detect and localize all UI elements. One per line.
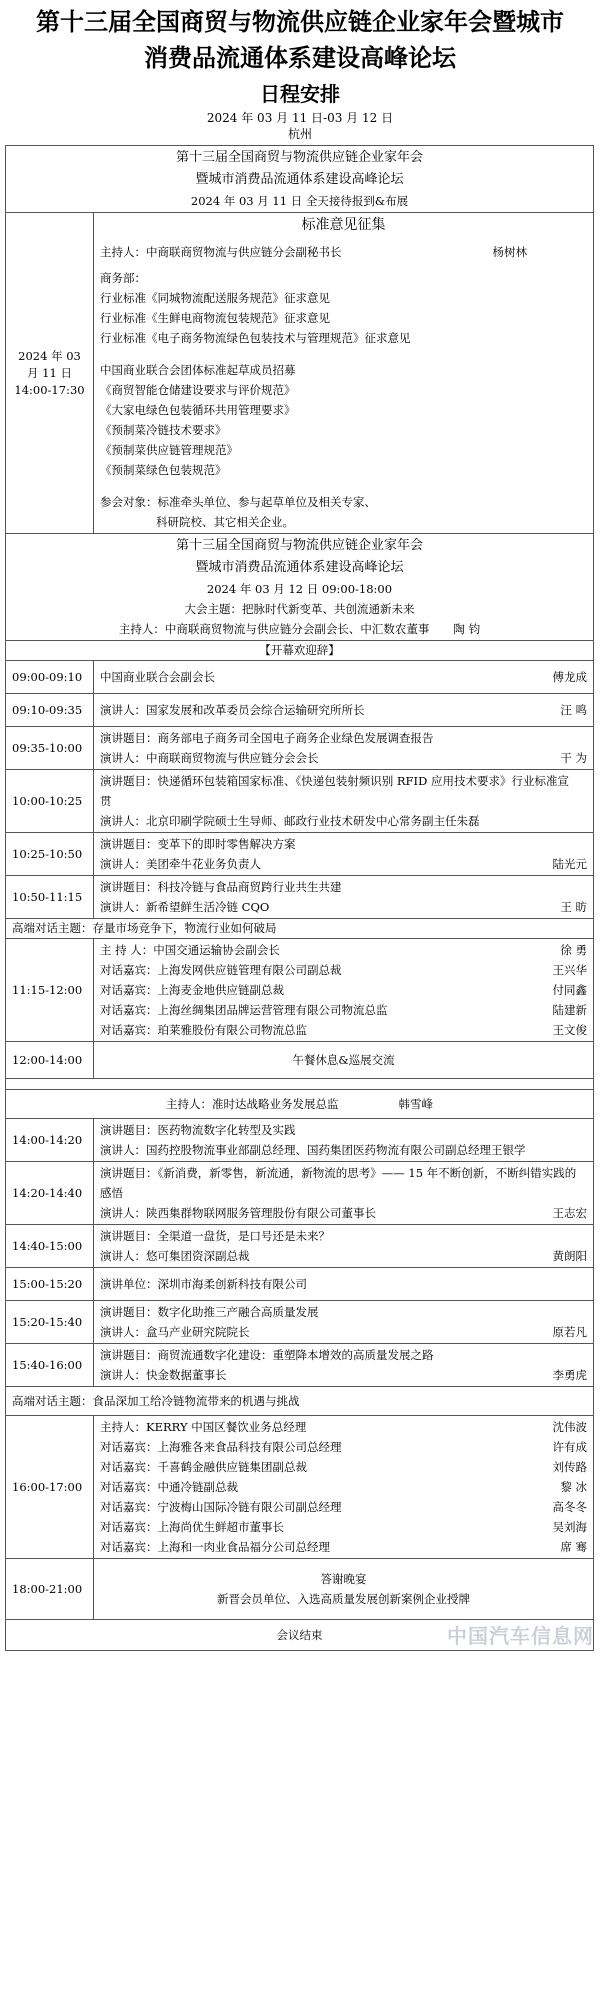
session-line-text: 演讲单位：深圳市海柔创新科技有限公司 [100, 1277, 307, 1291]
session-line [100, 700, 587, 720]
session-line-text: 演讲人：美团牵牛花业务负责人 [100, 857, 261, 871]
session-row [6, 1162, 594, 1225]
session-row [6, 1119, 594, 1162]
dialog1-row [6, 939, 594, 1042]
dialog-line [100, 1020, 587, 1040]
lunch-text: 午餐休息&巡展交流 [94, 1042, 594, 1079]
day2-host [12, 619, 587, 639]
dialog-line [100, 980, 587, 1000]
guest-name: 刘传路 [552, 1460, 587, 1474]
guest-name: 徐 勇 [560, 943, 587, 957]
session-content [94, 661, 594, 694]
guest-name: 沈伟波 [552, 1420, 587, 1434]
session-line-text: 演讲题目：《新消费，新零售，新流通，新物流的思考》—— 15 年不断创新，不断纠错实践的感悟 [100, 1166, 577, 1200]
speaker-name: 陆光元 [552, 857, 587, 871]
dialog-line-text: 对话嘉宾：珀莱雅股份有限公司物流总监 [100, 1023, 307, 1037]
guest-name: 陆建新 [552, 1003, 587, 1017]
session-line-text: 演讲题目：变革下的即时零售解决方案 [100, 837, 296, 851]
guest-name: 许有成 [552, 1440, 587, 1454]
dialog-line [100, 1417, 587, 1437]
afternoon-host-label: 主持人：准时达战略业务发展总监 [166, 1096, 339, 1111]
day1-host-name: 杨树林 [492, 245, 527, 259]
dialog2-row [6, 1416, 594, 1559]
dinner-title: 答谢晚宴 [320, 1572, 367, 1586]
dialog2-lines [94, 1416, 594, 1559]
day1-note: 2024 年 03 月 11 日 全天接待报到&布展 [190, 194, 409, 208]
group-standard-label: 中国商业联合会团体标准起草成员招募 [100, 363, 296, 377]
session-line-text: 演讲题目：医药物流数字化转型及实践 [100, 1123, 296, 1137]
session-line-text: 演讲人：盒马产业研究院院长 [100, 1325, 250, 1339]
session-line-text: 演讲题目：商贸流通数字化建设：重塑降本增效的高质量发展之路 [100, 1348, 434, 1362]
session-line [100, 1274, 587, 1294]
session-line [100, 1120, 587, 1140]
dialog-line-text: 对话嘉宾：上海发网供应链管理有限公司副总裁 [100, 963, 342, 977]
day1-title-2: 暨城市消费品流通体系建设高峰论坛 [195, 172, 404, 187]
day2-title-2: 暨城市消费品流通体系建设高峰论坛 [195, 560, 404, 575]
session-line [100, 897, 587, 917]
session-row [6, 1268, 594, 1301]
dialog-line-text: 对话嘉宾：千喜鹤金融供应链集团副总裁 [100, 1460, 307, 1474]
dialog1-time: 11:15-12:00 [6, 939, 94, 1042]
session-line [100, 667, 587, 687]
event-date: 2024 年 03 月 11 日-03 月 12 日 [206, 111, 394, 125]
dinner-text: 新晋会员单位、入选高质量发展创新案例企业授牌 [217, 1592, 470, 1606]
session-line [100, 1345, 587, 1365]
session-content [94, 770, 594, 833]
standard-item: 行业标准《电子商务物流绿色包装技术与管理规范》征求意见 [100, 331, 411, 345]
dialog-line-text: 对话嘉宾：上海雅各来食品科技有限公司总经理 [100, 1440, 342, 1454]
dialog-line-text: 对话嘉宾：中通冷链副总裁 [100, 1480, 238, 1494]
day1-host [100, 242, 587, 262]
session-content [94, 694, 594, 727]
session-line-text: 演讲人：国家发展和改革委员会综合运输研究所所长 [100, 703, 365, 717]
opening-row [6, 641, 594, 661]
session-line [100, 728, 587, 748]
session-row [6, 770, 594, 833]
day2-theme: 大会主题：把脉时代新变革、共创流通新未来 [184, 602, 415, 616]
dialog-line-text: 对话嘉宾：上海和一肉业食品福分公司总经理 [100, 1540, 330, 1554]
meeting-end: 会议结束 [6, 1620, 594, 1651]
title-line-2: 消费品流通体系建设高峰论坛 [144, 44, 456, 72]
day1-session-time-text: 2024 年 03 月 11 日 14:00-17:30 [14, 348, 85, 397]
day1-title-1: 第十三届全国商贸与物流供应链企业家年会 [175, 150, 423, 165]
dialog-line-text: 对话嘉宾：上海尚优生鲜超市董事长 [100, 1520, 284, 1534]
session-content [94, 1344, 594, 1387]
session-line [100, 854, 587, 874]
session-content [94, 1301, 594, 1344]
session-line [100, 834, 587, 854]
group-standard-item: 《大家电绿色包装循环共用管理要求》 [100, 403, 296, 417]
day2-host-label: 主持人：中商联商贸物流与供应链分会副会长、中汇数农董事 [118, 622, 430, 636]
guest-name: 吴刘海 [552, 1520, 587, 1534]
session-line-text: 演讲题目：科技冷链与食品商贸跨行业共生共建 [100, 880, 342, 894]
session-time: 09:10-09:35 [6, 694, 94, 727]
afternoon-sessions [6, 1119, 594, 1387]
session-line-text: 演讲人：陕西集群物联网服务管理股份有限公司董事长 [100, 1206, 376, 1220]
speaker-name: 干 为 [560, 751, 587, 765]
mofcom-label: 商务部： [100, 271, 146, 285]
dialog-line [100, 1477, 587, 1497]
guest-name: 高冬冬 [552, 1500, 587, 1514]
session-time: 09:00-09:10 [6, 661, 94, 694]
dialog-line [100, 1437, 587, 1457]
group-standard-item: 《预制菜绿色包装规范》 [100, 463, 227, 477]
session-row [6, 1225, 594, 1268]
attendees-line-2: 科研院校、其它相关企业。 [156, 515, 294, 529]
dialog1-title: 高端对话主题：存量市场竞争下，物流行业如何破局 [6, 919, 594, 939]
spacer-row [6, 1079, 594, 1090]
afternoon-host-row [6, 1090, 594, 1119]
session-line-text: 演讲人：中商联商贸物流与供应链分会会长 [100, 751, 319, 765]
watermark: 中国汽车信息网 [447, 1624, 594, 1648]
session-row [6, 833, 594, 876]
guest-name: 王文俊 [552, 1023, 587, 1037]
afternoon-host-name: 韩雪峰 [398, 1096, 433, 1111]
day2-header-row [6, 534, 594, 641]
day1-session-title: 标准意见征集 [301, 217, 386, 233]
session-time: 15:00-15:20 [6, 1268, 94, 1301]
day1-header-row [6, 146, 594, 213]
session-line-text: 演讲题目：快递循环包装箱国家标准、《快递包装射频识别 RFID 应用技术要求》行业标准宣贯 [100, 774, 569, 808]
session-line [100, 811, 587, 831]
session-line-text: 演讲题目：数字化助推三产融合高质量发展 [100, 1305, 319, 1319]
session-time: 14:20-14:40 [6, 1162, 94, 1225]
dialog-line-text: 对话嘉宾：上海丝绸集团品牌运营管理有限公司物流总监 [100, 1003, 388, 1017]
session-time: 09:35-10:00 [6, 727, 94, 770]
standard-item: 行业标准《生鲜电商物流包装规范》征求意见 [100, 311, 330, 325]
session-row [6, 694, 594, 727]
dialog-line-text: 主持人：KERRY 中国区餐饮业务总经理 [100, 1420, 307, 1434]
dialog-line [100, 1000, 587, 1020]
speaker-name: 傅龙成 [552, 670, 587, 684]
session-line [100, 877, 587, 897]
dinner-content [94, 1559, 594, 1620]
session-content [94, 876, 594, 919]
dialog-line [100, 1517, 587, 1537]
session-content [94, 1225, 594, 1268]
session-line-text: 中国商业联合会副会长 [100, 670, 215, 684]
session-line [100, 1163, 587, 1203]
guest-name: 王兴华 [552, 963, 587, 977]
dialog-line [100, 1497, 587, 1517]
speaker-name: 原若凡 [552, 1325, 587, 1339]
schedule-subtitle: 日程安排 [260, 82, 340, 106]
dialog2-time: 16:00-17:00 [6, 1416, 94, 1559]
dialog2-title: 高端对话主题：食品深加工给冷链物流带来的机遇与挑战 [6, 1387, 594, 1416]
afternoon-host [6, 1090, 594, 1119]
day1-header [6, 146, 594, 213]
session-row [6, 876, 594, 919]
dinner-row [6, 1559, 594, 1620]
lunch-time: 12:00-14:00 [6, 1042, 94, 1079]
lunch-row [6, 1042, 594, 1079]
day2-title-1: 第十三届全国商贸与物流供应链企业家年会 [175, 538, 423, 553]
title-line-1: 第十三届全国商贸与物流供应链企业家年会暨城市 [36, 8, 564, 36]
session-line [100, 1226, 587, 1246]
session-line-text: 演讲人：快金数据董事长 [100, 1368, 227, 1382]
session-line [100, 1246, 587, 1266]
session-line-text: 演讲人：北京印刷学院硕士生导师、邮政行业技术研发中心常务副主任朱磊 [100, 814, 480, 828]
opening-title: 【开幕欢迎辞】 [6, 641, 594, 661]
dialog1-title-row [6, 919, 594, 939]
speaker-name: 王 昉 [560, 900, 587, 914]
schedule-table [5, 145, 594, 1651]
session-content [94, 1268, 594, 1301]
page-title [6, 4, 594, 76]
session-line-text: 演讲题目：全渠道一盘货，是口号还是未来？ [100, 1229, 330, 1243]
session-time: 10:25-10:50 [6, 833, 94, 876]
day2-date: 2024 年 03 月 12 日 09:00-18:00 [206, 582, 393, 596]
day1-session-content [94, 213, 594, 534]
group-standard-item: 《预制菜冷链技术要求》 [100, 423, 227, 437]
session-line-text: 演讲人：新希望鲜生活冷链 CQO [100, 900, 270, 914]
session-time: 10:50-11:15 [6, 876, 94, 919]
speaker-name: 黄朗阳 [552, 1249, 587, 1263]
dialog-line-text: 对话嘉宾：上海麦金地供应链副总裁 [100, 983, 284, 997]
session-line [100, 771, 587, 811]
session-time: 14:00-14:20 [6, 1119, 94, 1162]
session-time: 14:40-15:00 [6, 1225, 94, 1268]
session-line [100, 1203, 587, 1223]
session-row [6, 1344, 594, 1387]
speaker-name: 李勇虎 [552, 1368, 587, 1382]
dialog2-title-row [6, 1387, 594, 1416]
speaker-name: 汪 鸣 [560, 703, 587, 717]
day1-session-row [6, 213, 594, 534]
day1-host-label: 主持人：中商联商贸物流与供应链分会副秘书长 [100, 245, 342, 259]
dialog-line-text: 主 持 人：中国交通运输协会副会长 [100, 943, 280, 957]
dialog-line-text: 对话嘉宾：宁波梅山国际冷链有限公司副总经理 [100, 1500, 342, 1514]
session-content [94, 727, 594, 770]
day2-header [6, 534, 594, 641]
dialog-line [100, 940, 587, 960]
dinner-time: 18:00-21:00 [6, 1559, 94, 1620]
event-city: 杭州 [287, 127, 312, 141]
dialog-line [100, 1457, 587, 1477]
standard-item: 行业标准《同城物流配送服务规范》征求意见 [100, 291, 330, 305]
group-standard-item: 《商贸智能仓储建设要求与评价规范》 [100, 383, 296, 397]
session-row [6, 727, 594, 770]
morning-sessions [6, 661, 594, 919]
dialog1-lines [94, 939, 594, 1042]
session-content [94, 1119, 594, 1162]
dialog-line [100, 960, 587, 980]
dialog-line [100, 1537, 587, 1557]
session-content [94, 833, 594, 876]
session-line-text: 演讲题目：商务部电子商务司全国电子商务企业绿色发展调查报告 [100, 731, 434, 745]
session-line-text: 演讲人：悠可集团资深副总裁 [100, 1249, 250, 1263]
session-line [100, 1140, 587, 1160]
session-line [100, 1322, 587, 1342]
session-line [100, 1365, 587, 1385]
header [0, 4, 600, 142]
attendees-line-1: 参会对象：标准牵头单位、参与起草单位及相关专家、 [100, 495, 376, 509]
session-line [100, 748, 587, 768]
session-content [94, 1162, 594, 1225]
session-row [6, 1301, 594, 1344]
session-time: 15:40-16:00 [6, 1344, 94, 1387]
speaker-name: 王志宏 [552, 1206, 587, 1220]
session-time: 10:00-10:25 [6, 770, 94, 833]
session-row [6, 661, 594, 694]
session-line [100, 1302, 587, 1322]
guest-name: 席 骞 [560, 1540, 587, 1554]
session-time: 15:20-15:40 [6, 1301, 94, 1344]
guest-name: 付同鑫 [552, 983, 587, 997]
guest-name: 黎 冰 [560, 1480, 587, 1494]
day2-host-name: 陶 钧 [453, 622, 481, 636]
day1-session-time [6, 213, 94, 534]
session-line-text: 演讲人：国药控股物流事业部副总经理、国药集团医药物流有限公司副总经理王银学 [100, 1143, 526, 1157]
group-standard-item: 《预制菜供应链管理规范》 [100, 443, 238, 457]
